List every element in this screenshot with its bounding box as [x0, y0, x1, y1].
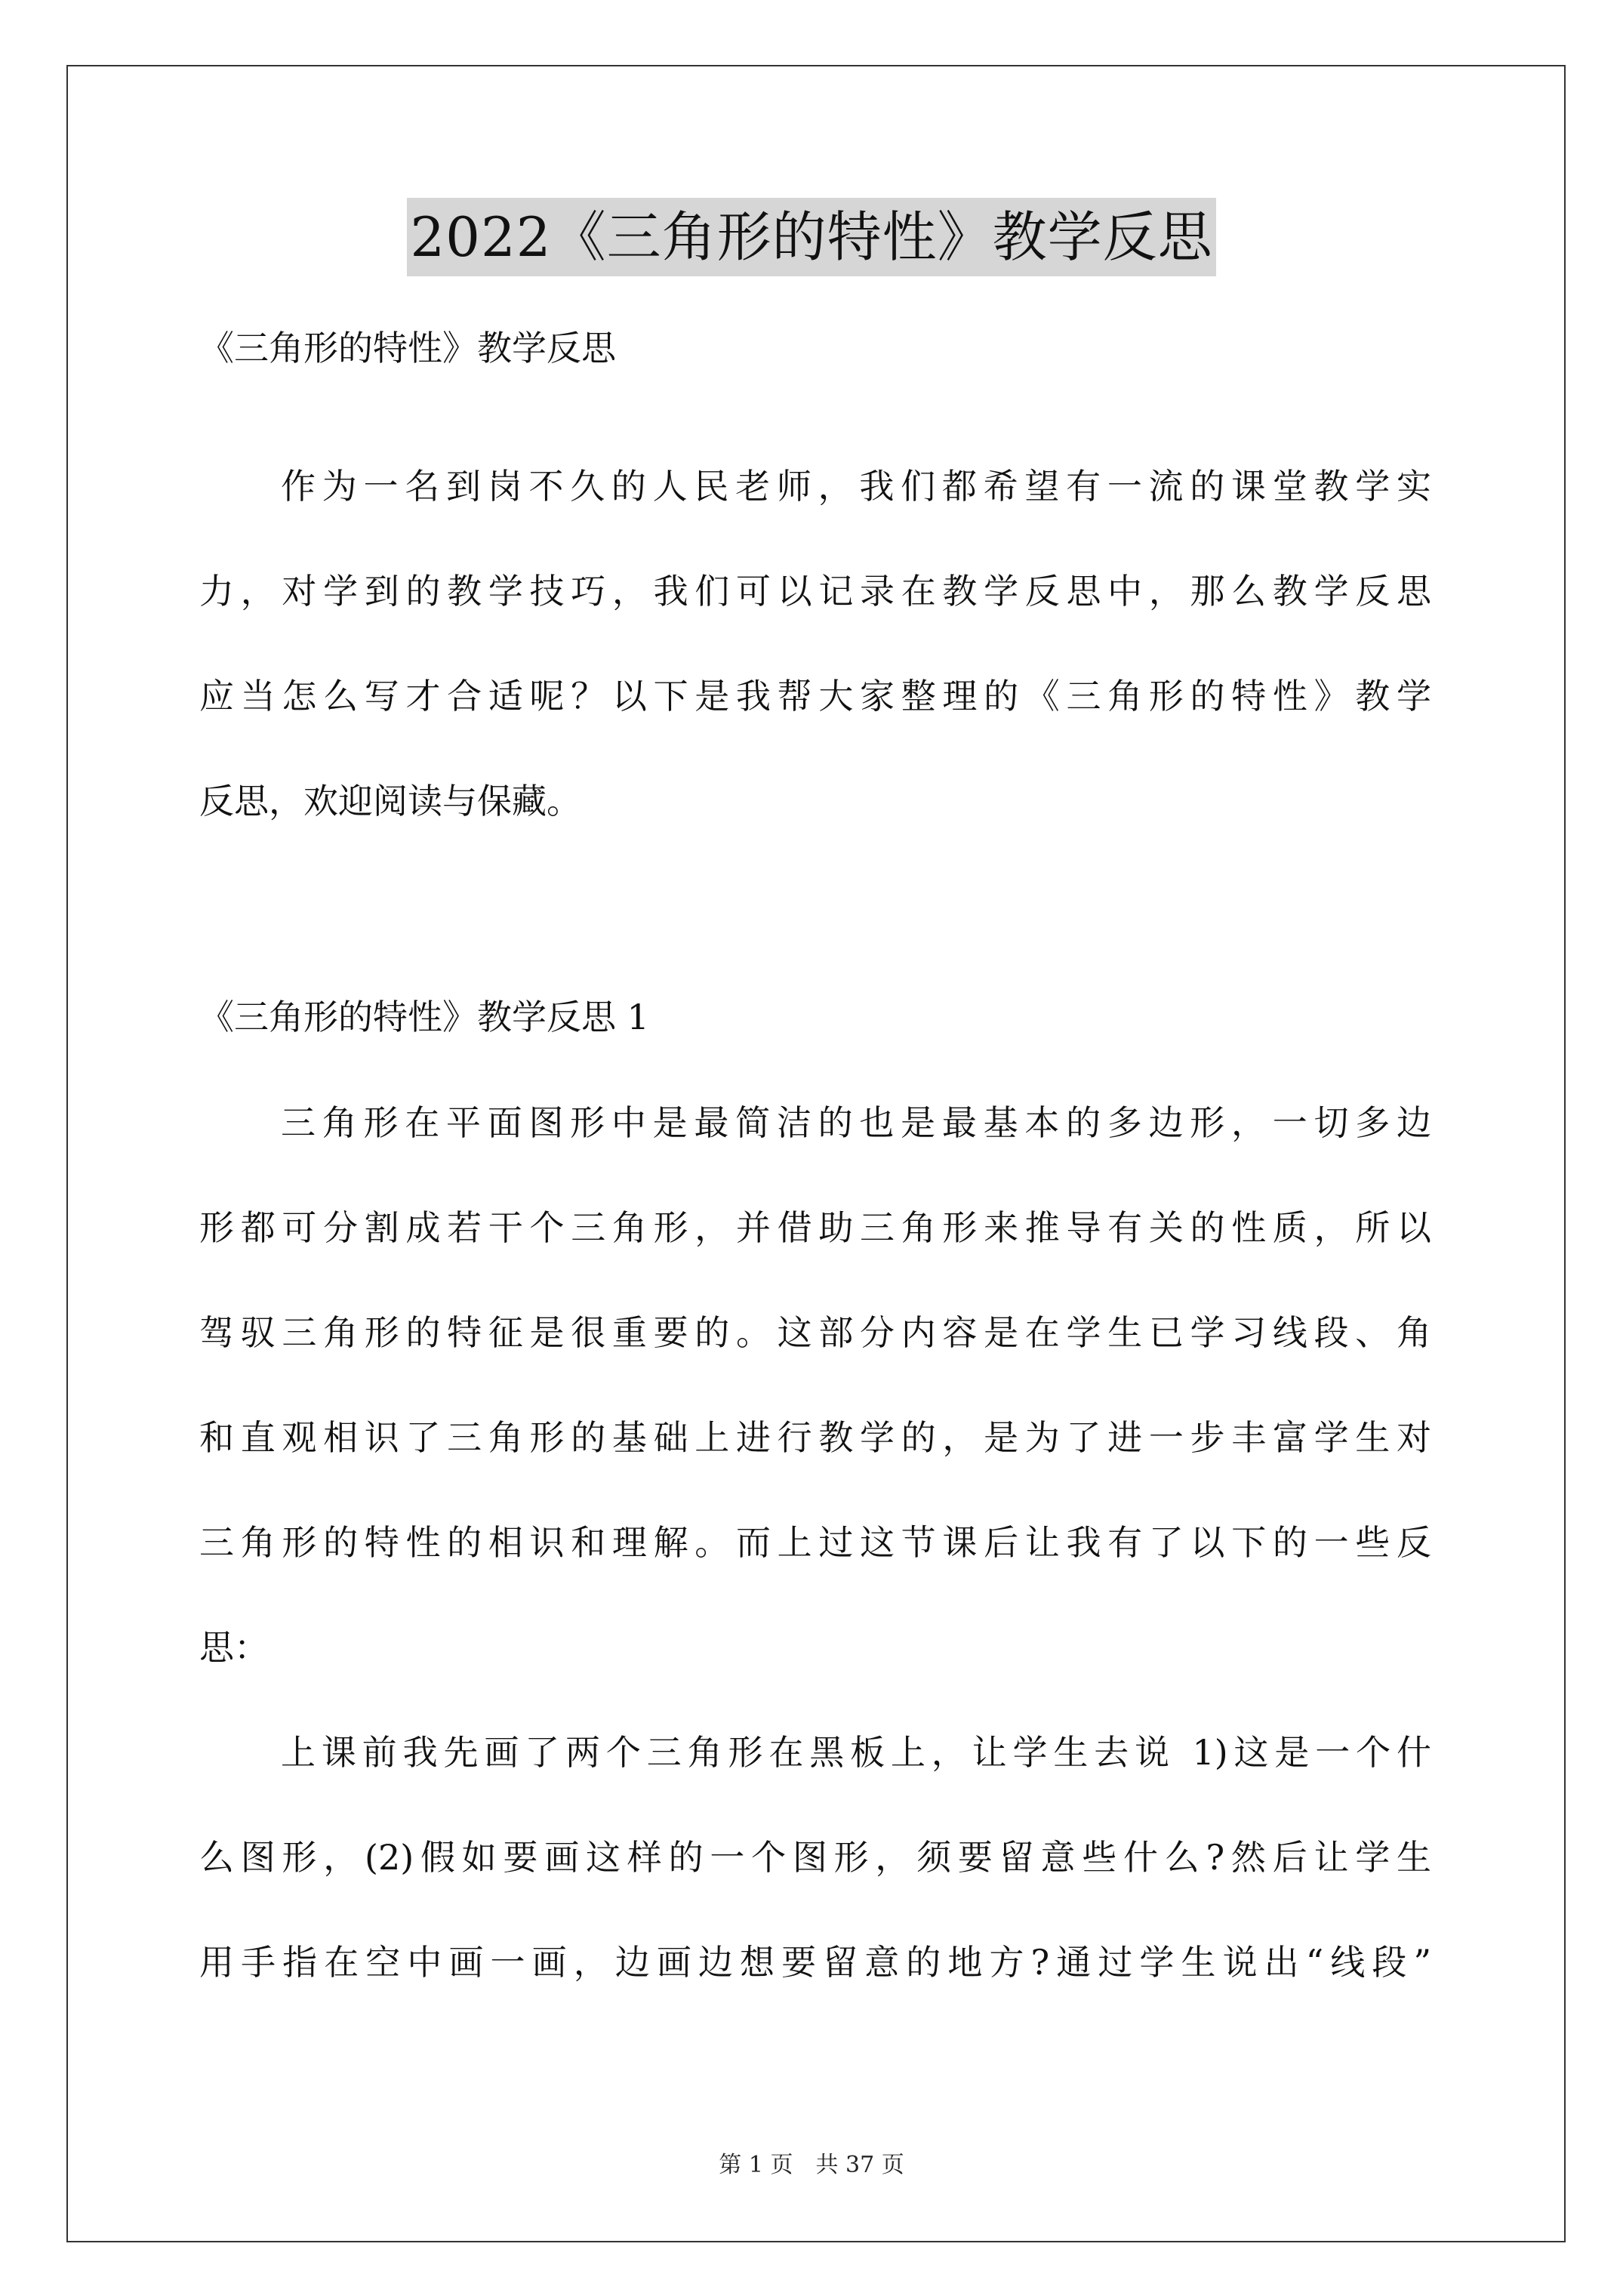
- section-heading: 《三角形的特性》教学反思 1: [199, 997, 649, 1037]
- paragraph-line: 用手指在空中画一画，边画边想要留意的地方?通过学生说出“线段”: [199, 1942, 1431, 1983]
- paragraph-line: 驾驭三角形的特征是很重要的。这部分内容是在学生已学习线段、角: [199, 1312, 1431, 1353]
- paragraph-line: 应当怎么写才合适呢？以下是我帮大家整理的《三角形的特性》教学: [199, 676, 1431, 717]
- paragraph-line: 上课前我先画了两个三角形在黑板上，让学生去说 1)这是一个什: [281, 1732, 1431, 1773]
- paragraph-line: 三角形的特性的相识和理解。而上过这节课后让我有了以下的一些反: [199, 1522, 1431, 1563]
- paragraph-line: 作为一名到岗不久的人民老师，我们都希望有一流的课堂教学实: [281, 466, 1431, 507]
- page-border: [66, 65, 1566, 2242]
- paragraph-line: 么图形，(2)假如要画这样的一个图形，须要留意些什么?然后让学生: [199, 1837, 1431, 1878]
- section-heading: 《三角形的特性》教学反思: [199, 328, 616, 368]
- paragraph-line: 思：: [199, 1627, 269, 1668]
- paragraph-line: 形都可分割成若干个三角形，并借助三角形来推导有关的性质，所以: [199, 1207, 1431, 1248]
- paragraph-line: 和直观相识了三角形的基础上进行教学的，是为了进一步丰富学生对: [199, 1417, 1431, 1458]
- title-container: [0, 198, 1623, 276]
- page-number-footer: 第 1 页 共 37 页: [719, 2152, 904, 2178]
- paragraph-line: 力，对学到的教学技巧，我们可以记录在教学反思中，那么教学反思: [199, 571, 1431, 612]
- paragraph-line: 反思，欢迎阅读与保藏。: [199, 781, 581, 821]
- document-title: 2022《三角形的特性》教学反思: [407, 198, 1215, 276]
- paragraph-line: 三角形在平面图形中是最简洁的也是最基本的多边形，一切多边: [281, 1102, 1431, 1143]
